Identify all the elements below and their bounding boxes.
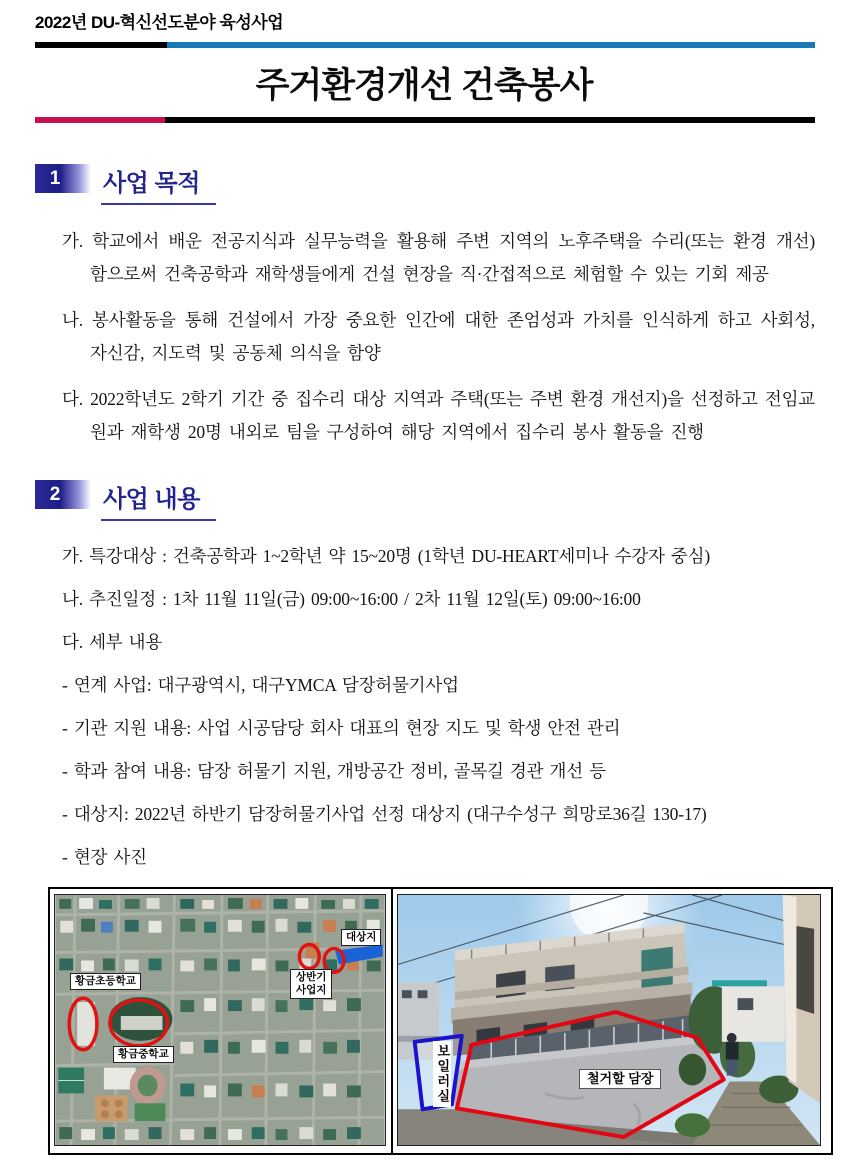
item-label: 가. <box>62 231 83 251</box>
satellite-map-image <box>54 894 386 1146</box>
list-item <box>62 841 815 874</box>
item-text: 연계 사업: 대구광역시, 대구YMCA 담장허물기사업 <box>73 675 459 695</box>
map-label-elementary-school: 황금초등학교 <box>70 973 141 990</box>
item-label: - <box>62 847 68 867</box>
section-number-badge: 2 <box>35 480 91 509</box>
title-rule <box>35 117 815 123</box>
site-photo-image <box>397 894 821 1146</box>
map-label-first-half-line2: 사업지 <box>296 984 327 997</box>
item-text: 세부 내용 <box>89 632 163 652</box>
section-2-header <box>35 479 848 521</box>
item-text: 봉사활동을 통해 건설에서 가장 중요한 인간에 대한 존엄성과 가치를 인식하게 하고 사회성, 자신감, 지도력 및 공동체 의식을 함양 <box>90 310 815 363</box>
site-label-boiler-room: 보일러실 <box>433 1041 451 1107</box>
section-number-badge: 1 <box>35 164 91 193</box>
map-label-first-half-site <box>290 969 332 999</box>
map-photo-cell <box>50 889 393 1153</box>
list-item <box>62 225 815 291</box>
rule-black-segment <box>165 117 815 123</box>
item-label: 나. <box>62 310 83 330</box>
map-label-middle-school: 황금중학교 <box>113 1046 174 1063</box>
rule-crimson-segment <box>35 117 165 123</box>
item-text: 학교에서 배운 전공지식과 실무능력을 활용해 주변 지역의 노후주택을 수리(또는 환경 개선) 함으로써 건축공학과 재학생들에게 건설 현장을 직·간접적으로 체험할 수 있는 기회 제공 <box>90 231 815 284</box>
item-label: 가. <box>62 546 83 566</box>
program-label: 2022년 DU-혁신선도분야 육성사업 <box>35 13 284 32</box>
list-item <box>62 712 815 745</box>
list-item <box>62 755 815 788</box>
section-1-title: 사업 목적 <box>101 163 216 205</box>
item-label: - <box>62 761 68 781</box>
map-label-first-half-line1: 상반기 <box>296 971 327 983</box>
list-item <box>62 540 815 573</box>
section-1-body <box>62 225 815 449</box>
item-text: 2022학년도 2학기 기간 중 집수리 대상 지역과 주택(또는 주변 환경 개선지)을 선정하고 전임교원과 재학생 20명 내외로 팀을 구성하여 해당 지역에서 집수리 봉사 활동을 진행 <box>90 389 815 442</box>
item-label: - <box>62 675 68 695</box>
item-text: 현장 사진 <box>73 847 147 867</box>
item-text: 대상지: 2022년 하반기 담장허물기사업 선정 대상지 (대구수성구 희망로36길 130-17) <box>73 804 707 824</box>
section-2-title: 사업 내용 <box>101 479 216 521</box>
list-item <box>62 669 815 702</box>
list-item <box>62 583 815 616</box>
list-item <box>62 798 815 831</box>
item-text: 학과 참여 내용: 담장 허물기 지원, 개방공간 정비, 골목길 경관 개선 등 <box>73 761 606 781</box>
list-item <box>62 304 815 370</box>
list-item <box>62 383 815 449</box>
item-text: 기관 지원 내용: 사업 시공담당 회사 대표의 현장 지도 및 학생 안전 관리 <box>73 718 621 738</box>
item-label: 다. <box>62 389 83 409</box>
item-label: 나. <box>62 589 83 609</box>
item-label: - <box>62 718 68 738</box>
item-label: - <box>62 804 68 824</box>
site-label-wall-to-demolish: 철거할 담장 <box>579 1069 661 1089</box>
section-2-body <box>62 540 815 874</box>
item-text: 추진일정 : 1차 11월 11일(금) 09:00~16:00 / 2차 11월 12일(토) 09:00~16:00 <box>89 589 641 609</box>
list-item <box>62 626 815 659</box>
rule-blue-segment <box>167 42 815 48</box>
map-label-target-site: 대상지 <box>341 929 381 946</box>
page-title: 주거환경개선 건축봉사 <box>255 66 593 105</box>
site-photo-cell <box>393 889 831 1153</box>
site-photo-table <box>48 887 833 1155</box>
section-1-header <box>35 163 848 205</box>
item-text: 특강대상 : 건축공학과 1~2학년 약 15~20명 (1학년 DU-HEART세미나 수강자 중심) <box>89 546 710 566</box>
item-label: 다. <box>62 632 83 652</box>
header-rule <box>35 42 815 48</box>
rule-black-segment <box>35 42 167 48</box>
